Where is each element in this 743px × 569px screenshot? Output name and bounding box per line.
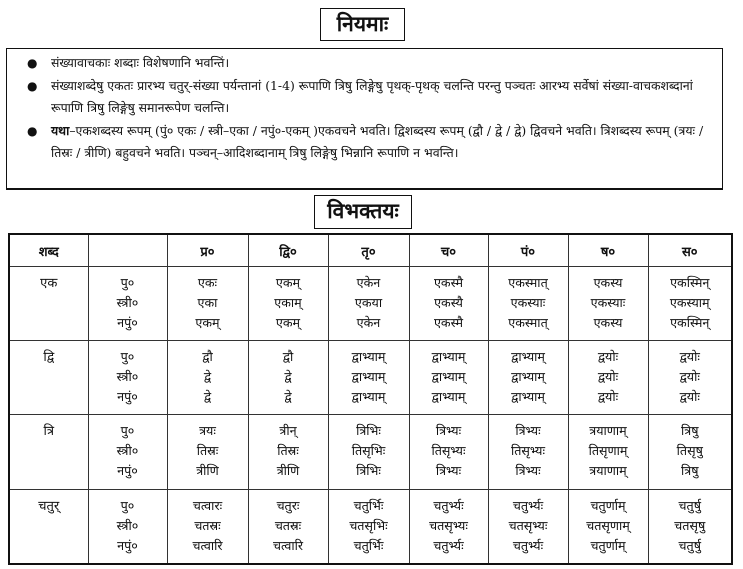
bullet-icon: ●: [27, 123, 38, 138]
declension-form: द्वौ: [282, 349, 294, 365]
form-cell: [328, 489, 409, 564]
declension-form: एकाम्: [274, 295, 302, 310]
form-cell: [248, 415, 328, 489]
declension-form: द्वाभ्याम्: [351, 349, 386, 365]
declension-form: एकम्: [275, 275, 301, 290]
word-cell: द्वि: [9, 341, 88, 415]
declension-form: एकस्मात्: [508, 275, 548, 290]
form-cell: [248, 489, 328, 564]
gender-label: नपुं०: [117, 537, 138, 553]
form-cell: [167, 415, 248, 489]
declension-form: एकेन: [356, 275, 381, 290]
form-cell: [488, 489, 568, 564]
declension-form: एकस्मात्: [508, 315, 548, 330]
declension-form: चतसृभ्यः: [508, 517, 548, 533]
rule-item: [7, 75, 714, 120]
gender-label: स्त्री०: [116, 443, 139, 459]
declension-form: तिसृषु: [676, 443, 703, 459]
table-row: [9, 415, 732, 489]
gender-cell: [88, 341, 167, 415]
form-cell: [409, 267, 488, 341]
header-chaturthi: च०: [409, 234, 488, 267]
declension-form: त्रयाणाम्: [589, 423, 627, 439]
form-cell: [648, 415, 732, 489]
declension-form: एकम्: [195, 315, 220, 330]
header-saptami: स०: [648, 234, 732, 267]
form-cell: [328, 341, 409, 415]
form-cell: [488, 415, 568, 489]
declension-form: एकस्मै: [433, 275, 464, 290]
form-cell: [648, 341, 732, 415]
declension-form: एकः: [197, 275, 218, 290]
rules-list: [7, 52, 714, 165]
gender-cell: [88, 489, 167, 564]
declension-form: द्वयोः: [597, 349, 619, 365]
rule-item: [7, 52, 714, 75]
declension-form: एकेन: [356, 315, 381, 330]
form-cell: [568, 415, 648, 489]
header-shabda: शब्द: [9, 234, 88, 267]
gender-label: नपुं०: [117, 315, 138, 330]
declension-form: त्रिभ्यः: [435, 423, 462, 439]
declension-form: त्रयाणाम्: [589, 463, 627, 479]
declension-form: द्वयोः: [597, 389, 619, 405]
declension-form: चतुर्षु: [678, 497, 701, 513]
declension-form: द्वयोः: [597, 369, 619, 385]
declension-form: चतुर्भ्यः: [433, 537, 464, 553]
declension-form: त्रीणि: [196, 463, 219, 479]
gender-label: नपुं०: [117, 389, 138, 405]
gender-label: पु०: [120, 497, 135, 513]
form-cell: [409, 341, 488, 415]
declension-form: चतुर्भिः: [353, 497, 384, 513]
declension-form: द्वौ: [202, 349, 213, 365]
declension-form: एकस्य: [593, 315, 623, 330]
declension-form: एकस्याः: [510, 295, 546, 310]
declension-form: चतुर्णाम्: [590, 537, 626, 553]
rules-title: नियमाः: [320, 8, 405, 41]
gender-label: स्त्री०: [116, 369, 139, 385]
rule-bold-prefix: यथा: [51, 122, 70, 138]
form-cell: [409, 489, 488, 564]
gender-label: नपुं०: [117, 463, 138, 479]
header-tritiya: तृ०: [328, 234, 409, 267]
form-cell: [488, 267, 568, 341]
declension-form: चतुर्भ्यः: [512, 497, 544, 513]
form-cell: [488, 341, 568, 415]
declension-form: एकस्याः: [590, 295, 626, 310]
declension-form: द्वाभ्याम्: [431, 389, 466, 405]
form-cell: [167, 267, 248, 341]
declension-form: द्वे: [203, 389, 212, 405]
declension-form: तिसृणाम्: [588, 443, 628, 459]
form-cell: [568, 267, 648, 341]
header-gender: [88, 234, 167, 267]
rule-text: संख्यावाचकाः शब्दाः विशेषणानि भवन्तिं।: [51, 55, 230, 70]
declension-form: तिसृभ्यः: [510, 443, 546, 459]
declension-form: चतुर्णाम्: [590, 497, 626, 513]
table-row: [9, 341, 732, 415]
declension-form: त्रिभिः: [356, 463, 381, 479]
declension-form: एकस्य: [593, 275, 623, 290]
declension-form: त्रीणि: [276, 463, 300, 479]
declension-form: एकस्मिन्: [670, 315, 710, 330]
declension-form: चतस्रः: [194, 517, 221, 533]
rules-box: [6, 48, 723, 190]
gender-label: स्त्री०: [116, 295, 139, 310]
declension-form: द्वे: [203, 369, 212, 385]
word-cell: एक: [9, 267, 88, 341]
declension-form: द्वे: [284, 369, 292, 385]
declension-form: द्वयोः: [679, 389, 700, 405]
declension-form: द्वाभ्याम्: [511, 349, 545, 365]
declension-form: त्रिषु: [681, 463, 699, 479]
declension-form: द्वाभ्याम्: [431, 349, 466, 365]
form-cell: [409, 415, 488, 489]
declension-form: चतुरः: [276, 497, 300, 513]
declension-form: तिसृभिः: [351, 443, 386, 459]
gender-label: पु०: [120, 275, 135, 290]
declension-form: चतसृभ्यः: [429, 517, 468, 533]
declension-form: एकस्मिन्: [670, 275, 710, 290]
table-row: [9, 267, 732, 341]
declension-form: एकया: [354, 295, 383, 310]
form-cell: [328, 415, 409, 489]
declension-form: द्वाभ्याम्: [431, 369, 466, 385]
declension-form: द्वाभ्याम्: [351, 369, 386, 385]
rule-item: [7, 120, 714, 165]
declension-form: त्रिभ्यः: [435, 463, 462, 479]
table-title: विभक्तयः: [314, 195, 412, 229]
form-cell: [568, 489, 648, 564]
bullet-icon: ●: [27, 56, 38, 70]
declension-form: द्वाभ्याम्: [511, 389, 545, 405]
declension-form: चतुर्भ्यः: [433, 497, 464, 513]
declension-form: एकस्याम्: [669, 295, 710, 310]
form-cell: [568, 341, 648, 415]
declension-form: त्रिभिः: [356, 423, 381, 439]
rule-text: संख्याशब्देषु एकतः प्रारभ्य चतुर्-संख्या पर्यन्तानां (1-4) रूपाणि त्रिषु लिङ्गेषु पृथक्-पृथक् चलन्ति परन्तु पञ्चतः आरभ्य सर्वेषां संख्या-वाचकशब्दानां रूपाणि त्रिषु लिङ्गेषु समानरूपेण चलन्ति।: [51, 77, 693, 115]
declension-form: त्रीन्: [279, 423, 297, 439]
declension-form: एकस्मै: [433, 315, 464, 330]
form-cell: [648, 489, 732, 564]
declension-form: त्रिभ्यः: [515, 423, 541, 439]
gender-cell: [88, 415, 167, 489]
table-header-row: [9, 234, 732, 267]
declension-table: [8, 233, 733, 565]
header-prathama: प्र०: [167, 234, 248, 267]
word-cell: चतुर्: [9, 489, 88, 564]
table-row: [9, 489, 732, 564]
declension-form: चतसृभिः: [349, 517, 388, 533]
header-dvitiya: द्वि०: [248, 234, 328, 267]
declension-form: एकस्यै: [434, 295, 463, 310]
form-cell: [167, 341, 248, 415]
form-cell: [167, 489, 248, 564]
rule-text: –एकशब्दस्य रूपम् (पुं० एकः / स्त्री–एका / नपुं०-एकम् )एकवचने भवति। द्विशब्दस्य रूपम् (द्वौ / द्वे / द्वे) द्विवचने भवति। त्रिशब्दस्य रूपम् (त्रयः / तिस्रः / त्रीणि) बहुवचने भवति। पञ्चन्–आदिशब्दानाम् त्रिषु लिङ्गेषु भिन्नानि रूपाणि न भवन्ति।: [51, 122, 704, 160]
declension-form: चतसृणाम्: [586, 517, 630, 533]
declension-form: तिस्रः: [196, 443, 219, 459]
declension-form: त्रिभ्यः: [515, 463, 541, 479]
declension-form: चत्वारः: [192, 497, 223, 513]
declension-form: तिसृभ्यः: [431, 443, 466, 459]
word-cell: त्रि: [9, 415, 88, 489]
declension-form: त्रिषु: [681, 423, 699, 439]
declension-form: द्वाभ्याम्: [511, 369, 545, 385]
bullet-icon: ●: [27, 78, 38, 93]
declension-form: चतुर्भिः: [353, 537, 384, 553]
form-cell: [648, 267, 732, 341]
declension-form: त्रयः: [199, 423, 216, 439]
declension-form: द्वाभ्याम्: [351, 389, 386, 405]
declension-form: चत्वारि: [272, 537, 303, 553]
declension-form: चतुर्भ्यः: [512, 537, 544, 553]
declension-form: एका: [197, 295, 218, 310]
declension-form: चत्वारि: [192, 537, 223, 553]
header-panchami: पं०: [488, 234, 568, 267]
form-cell: [248, 267, 328, 341]
declension-form: द्वयोः: [679, 349, 700, 365]
form-cell: [328, 267, 409, 341]
declension-form: चतसृषु: [674, 517, 706, 533]
gender-label: स्त्री०: [116, 517, 139, 533]
gender-label: पु०: [120, 349, 135, 365]
declension-form: चतुर्षु: [678, 537, 701, 553]
declension-form: तिस्रः: [277, 443, 299, 459]
declension-form: एकम्: [275, 315, 301, 330]
gender-cell: [88, 267, 167, 341]
header-shashthi: ष०: [568, 234, 648, 267]
declension-form: द्वे: [284, 389, 292, 405]
declension-form: द्वयोः: [679, 369, 700, 385]
form-cell: [248, 341, 328, 415]
gender-label: पु०: [120, 423, 135, 439]
declension-form: चतस्रः: [274, 517, 302, 533]
